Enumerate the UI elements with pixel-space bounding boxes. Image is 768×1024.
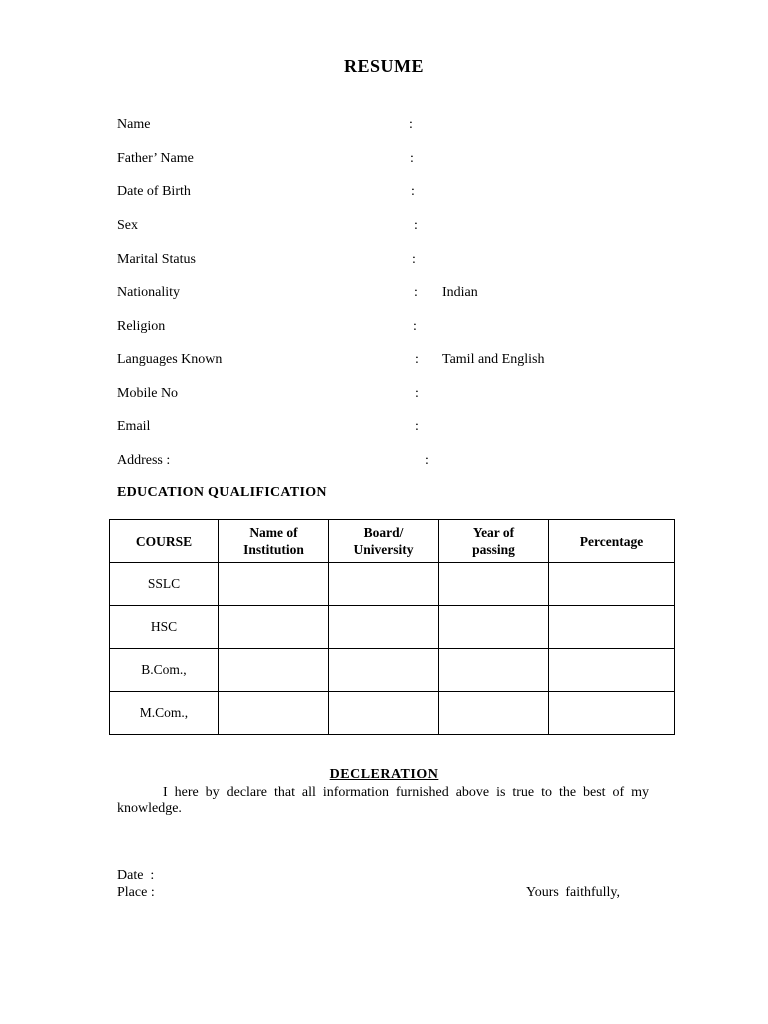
field-row-father-name: [117, 151, 677, 171]
board-cell: [329, 606, 439, 649]
institution-cell: [219, 649, 329, 692]
field-row-languages-known: [117, 352, 677, 372]
resume-title: RESUME: [343, 56, 424, 76]
field-colon: :: [415, 352, 419, 367]
field-row-date-of-birth: [117, 184, 677, 204]
course-cell: SSLC: [110, 563, 219, 606]
field-label: Languages Known: [117, 352, 223, 367]
header-institution: Name of Institution: [219, 520, 329, 563]
board-cell: [329, 692, 439, 735]
institution-cell: [219, 563, 329, 606]
field-value: Tamil and English: [442, 352, 545, 367]
field-colon: :: [411, 184, 415, 199]
field-row-address: [117, 453, 677, 473]
field-row-mobile-no: [117, 386, 677, 406]
field-colon: :: [413, 319, 417, 334]
field-colon: :: [410, 151, 414, 166]
education-heading: EDUCATION QUALIFICATION: [117, 485, 327, 500]
field-colon: :: [409, 117, 413, 132]
table-row: [110, 649, 675, 692]
date-label: Date :: [117, 868, 155, 883]
board-cell: [329, 563, 439, 606]
field-row-religion: [117, 319, 677, 339]
declaration-heading: DECLERATION: [329, 767, 439, 782]
field-colon: :: [425, 453, 429, 468]
field-colon: :: [415, 419, 419, 434]
field-label: Name: [117, 117, 151, 132]
place-label: Place :: [117, 885, 155, 900]
field-label: Nationality: [117, 285, 180, 300]
field-row-name: [117, 117, 677, 137]
institution-cell: [219, 606, 329, 649]
table-row: [110, 563, 675, 606]
course-cell: HSC: [110, 606, 219, 649]
field-row-marital-status: [117, 252, 677, 272]
field-row-nationality: [117, 285, 677, 305]
percentage-cell: [549, 563, 675, 606]
declaration-text: I here by declare that all information furnished above is true to the best of my knowledge.: [117, 785, 649, 816]
course-cell: M.Com.,: [110, 692, 219, 735]
year-cell: [439, 649, 549, 692]
field-label: Email: [117, 419, 151, 434]
year-cell: [439, 563, 549, 606]
percentage-cell: [549, 692, 675, 735]
field-colon: :: [414, 218, 418, 233]
field-value: Indian: [442, 285, 478, 300]
header-board: Board/ University: [329, 520, 439, 563]
institution-cell: [219, 692, 329, 735]
table-header-row: [110, 520, 675, 563]
education-table: [109, 519, 675, 735]
header-course: COURSE: [110, 520, 219, 563]
year-cell: [439, 606, 549, 649]
field-label: Marital Status: [117, 252, 196, 267]
board-cell: [329, 649, 439, 692]
table-row: [110, 692, 675, 735]
field-label: Father’ Name: [117, 151, 194, 166]
field-row-email: [117, 419, 677, 439]
field-label: Mobile No: [117, 386, 179, 401]
field-label: Sex: [117, 218, 138, 233]
signoff-text: Yours faithfully,: [526, 885, 621, 900]
course-cell: B.Com.,: [110, 649, 219, 692]
field-colon: :: [412, 252, 416, 267]
field-colon: :: [414, 285, 418, 300]
field-label: Date of Birth: [117, 184, 191, 199]
table-row: [110, 606, 675, 649]
field-row-sex: [117, 218, 677, 238]
field-label: Address :: [117, 453, 171, 468]
header-year: Year of passing: [439, 520, 549, 563]
field-colon: :: [415, 386, 419, 401]
percentage-cell: [549, 649, 675, 692]
field-label: Religion: [117, 319, 166, 334]
header-percentage: Percentage: [549, 520, 675, 563]
percentage-cell: [549, 606, 675, 649]
year-cell: [439, 692, 549, 735]
